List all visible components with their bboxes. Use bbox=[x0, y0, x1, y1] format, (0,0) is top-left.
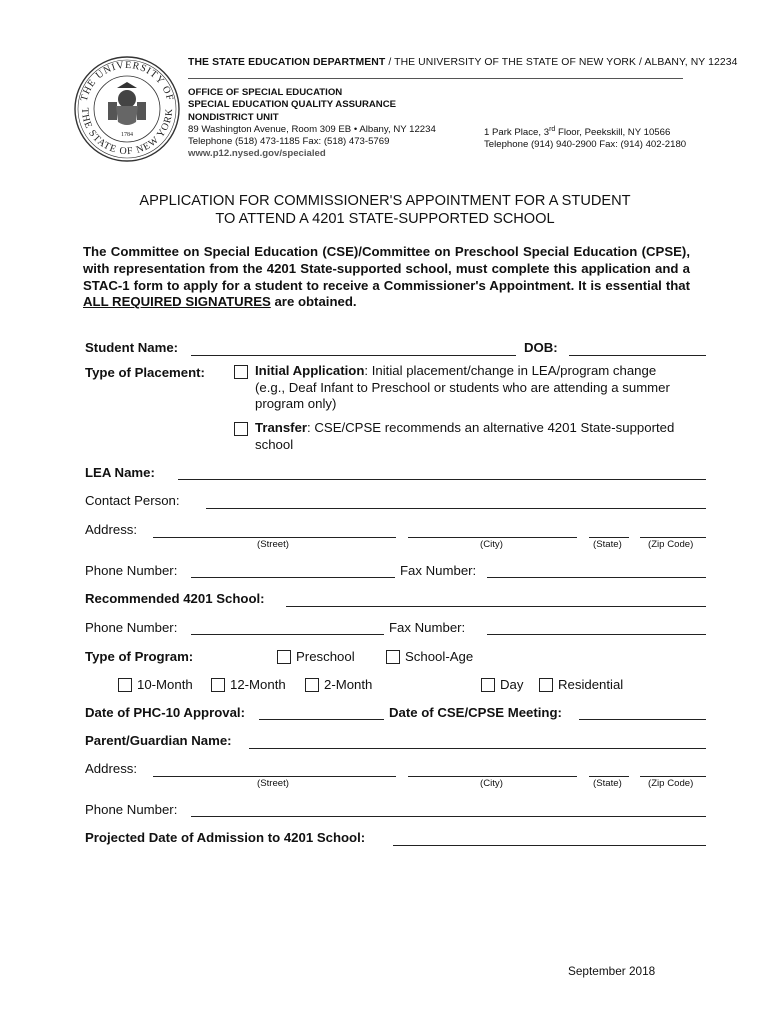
parent-phone-label: Phone Number: bbox=[85, 802, 178, 817]
projected-admission-label: Projected Date of Admission to 4201 School: bbox=[85, 830, 366, 845]
transfer-checkbox[interactable] bbox=[234, 422, 248, 436]
recommended-school-label: Recommended 4201 School: bbox=[85, 591, 265, 606]
two-month-label: 2-Month bbox=[324, 677, 373, 692]
twelve-month-checkbox[interactable] bbox=[211, 678, 225, 692]
twelve-month-label: 12-Month bbox=[230, 677, 286, 692]
header-office-block bbox=[188, 87, 436, 161]
seal-year: 1784 bbox=[121, 132, 133, 138]
ten-month-label: 10-Month bbox=[137, 677, 193, 692]
day-label: Day bbox=[500, 677, 524, 692]
residential-label: Residential bbox=[558, 677, 624, 692]
document-title bbox=[0, 192, 770, 228]
fax-number-field[interactable] bbox=[487, 577, 706, 578]
school-fax-label: Fax Number: bbox=[389, 620, 466, 635]
header-peekskill-block bbox=[484, 124, 686, 152]
type-of-placement-label: Type of Placement: bbox=[85, 365, 205, 380]
initial-application-label: Initial Application bbox=[255, 363, 365, 378]
header-department-line bbox=[188, 57, 738, 68]
header-department: THE STATE EDUCATION DEPARTMENT bbox=[188, 57, 386, 68]
preschool-checkbox[interactable] bbox=[277, 650, 291, 664]
ten-month-checkbox[interactable] bbox=[118, 678, 132, 692]
residential-checkbox[interactable] bbox=[539, 678, 553, 692]
revision-date: September 2018 bbox=[568, 964, 656, 978]
lea-name-label: LEA Name: bbox=[85, 465, 155, 480]
dob-label: DOB: bbox=[524, 340, 558, 355]
school-fax-field[interactable] bbox=[487, 634, 706, 635]
website-link[interactable]: www.p12.nysed.gov/specialed bbox=[188, 148, 326, 160]
city-caption: (City) bbox=[480, 778, 503, 789]
contact-person-field[interactable] bbox=[206, 508, 706, 509]
nysed-seal-logo bbox=[72, 54, 182, 164]
phone-number-field[interactable] bbox=[191, 577, 395, 578]
cse-meeting-date-field[interactable] bbox=[579, 719, 706, 720]
office-line: OFFICE OF SPECIAL EDUCATION bbox=[188, 87, 343, 98]
parent-city-field[interactable] bbox=[408, 776, 577, 777]
phc10-date-label: Date of PHC-10 Approval: bbox=[85, 705, 245, 720]
intro-paragraph: The Committee on Special Education (CSE)/Committee on Preschool Special Education (CPSE), with representation from the 4201 State-supported school, must complete this application and a STAC-1 form to apply for a student to receive a Commissioner's Appointment. It is essential that ALL REQUIRED SIGNATURES are obtained. bbox=[83, 244, 690, 310]
office-line: SPECIAL EDUCATION QUALITY ASSURANCE bbox=[188, 99, 397, 111]
city-caption: (City) bbox=[480, 539, 503, 550]
school-phone-label: Phone Number: bbox=[85, 620, 178, 635]
title-line-1: APPLICATION FOR COMMISSIONER'S APPOINTMENT FOR A STUDENT bbox=[139, 193, 631, 209]
transfer-option: Transfer: CSE/CPSE recommends an alternative 4201 State-supported school bbox=[255, 420, 675, 452]
albany-address: 89 Washington Avenue, Room 309 EB • Albany, NY 12234 bbox=[188, 123, 436, 135]
dob-field[interactable] bbox=[569, 355, 706, 356]
cse-meeting-date-label: Date of CSE/CPSE Meeting: bbox=[389, 705, 562, 720]
address-street-field[interactable] bbox=[153, 537, 396, 538]
parent-guardian-label: Parent/Guardian Name: bbox=[85, 733, 232, 748]
transfer-label: Transfer bbox=[255, 420, 308, 435]
projected-admission-field[interactable] bbox=[393, 845, 706, 846]
phc10-date-field[interactable] bbox=[259, 719, 384, 720]
state-caption: (State) bbox=[593, 778, 622, 789]
day-checkbox[interactable] bbox=[481, 678, 495, 692]
peekskill-address: 1 Park Place, 3rd Floor, Peekskill, NY 10566 bbox=[484, 126, 671, 139]
address-zip-field[interactable] bbox=[640, 537, 706, 538]
fax-number-label: Fax Number: bbox=[400, 563, 477, 578]
office-line: NONDISTRICT UNIT bbox=[188, 111, 279, 123]
phone-number-label: Phone Number: bbox=[85, 563, 178, 578]
type-of-program-label: Type of Program: bbox=[85, 649, 194, 664]
seal-coat-of-arms-icon bbox=[108, 82, 146, 125]
address-city-field[interactable] bbox=[408, 537, 577, 538]
parent-street-field[interactable] bbox=[153, 776, 396, 777]
required-signatures-emphasis: ALL REQUIRED SIGNATURES bbox=[83, 294, 271, 310]
seal-ring-bottom-text: THE STATE OF NEW YORK bbox=[78, 107, 176, 158]
school-age-checkbox[interactable] bbox=[386, 650, 400, 664]
recommended-school-field[interactable] bbox=[286, 606, 706, 607]
address-state-field[interactable] bbox=[589, 537, 629, 538]
parent-zip-field[interactable] bbox=[640, 776, 706, 777]
title-line-2: TO ATTEND A 4201 STATE-SUPPORTED SCHOOL bbox=[215, 211, 555, 227]
parent-phone-field[interactable] bbox=[191, 816, 706, 817]
preschool-label: Preschool bbox=[296, 649, 355, 664]
header-university-address: / THE UNIVERSITY OF THE STATE OF NEW YORK / ALBANY, NY 12234 bbox=[385, 57, 738, 68]
peekskill-phone: Telephone (914) 940-2900 Fax: (914) 402-2180 bbox=[484, 139, 687, 151]
state-caption: (State) bbox=[593, 539, 622, 550]
street-caption: (Street) bbox=[257, 778, 289, 789]
seal-ring-top-text: THE UNIVERSITY OF bbox=[78, 59, 176, 103]
parent-state-field[interactable] bbox=[589, 776, 629, 777]
school-age-label: School-Age bbox=[405, 649, 474, 664]
parent-guardian-field[interactable] bbox=[249, 748, 706, 749]
zip-caption: (Zip Code) bbox=[648, 539, 694, 550]
initial-application-checkbox[interactable] bbox=[234, 365, 248, 379]
initial-application-option: Initial Application: Initial placement/change in LEA/program change (e.g., Deaf Infant to Preschool or students who are attending a summer program only) bbox=[255, 363, 670, 412]
lea-name-field[interactable] bbox=[178, 479, 706, 480]
contact-person-label: Contact Person: bbox=[85, 493, 180, 508]
address-label: Address: bbox=[85, 522, 138, 537]
albany-phone: Telephone (518) 473-1185 Fax: (518) 473-5769 bbox=[188, 136, 390, 148]
student-name-field[interactable] bbox=[191, 355, 516, 356]
school-phone-field[interactable] bbox=[191, 634, 384, 635]
street-caption: (Street) bbox=[257, 539, 289, 550]
header-divider bbox=[188, 78, 683, 79]
zip-caption: (Zip Code) bbox=[648, 778, 694, 789]
parent-address-label: Address: bbox=[85, 761, 138, 776]
student-name-label: Student Name: bbox=[85, 340, 179, 355]
two-month-checkbox[interactable] bbox=[305, 678, 319, 692]
